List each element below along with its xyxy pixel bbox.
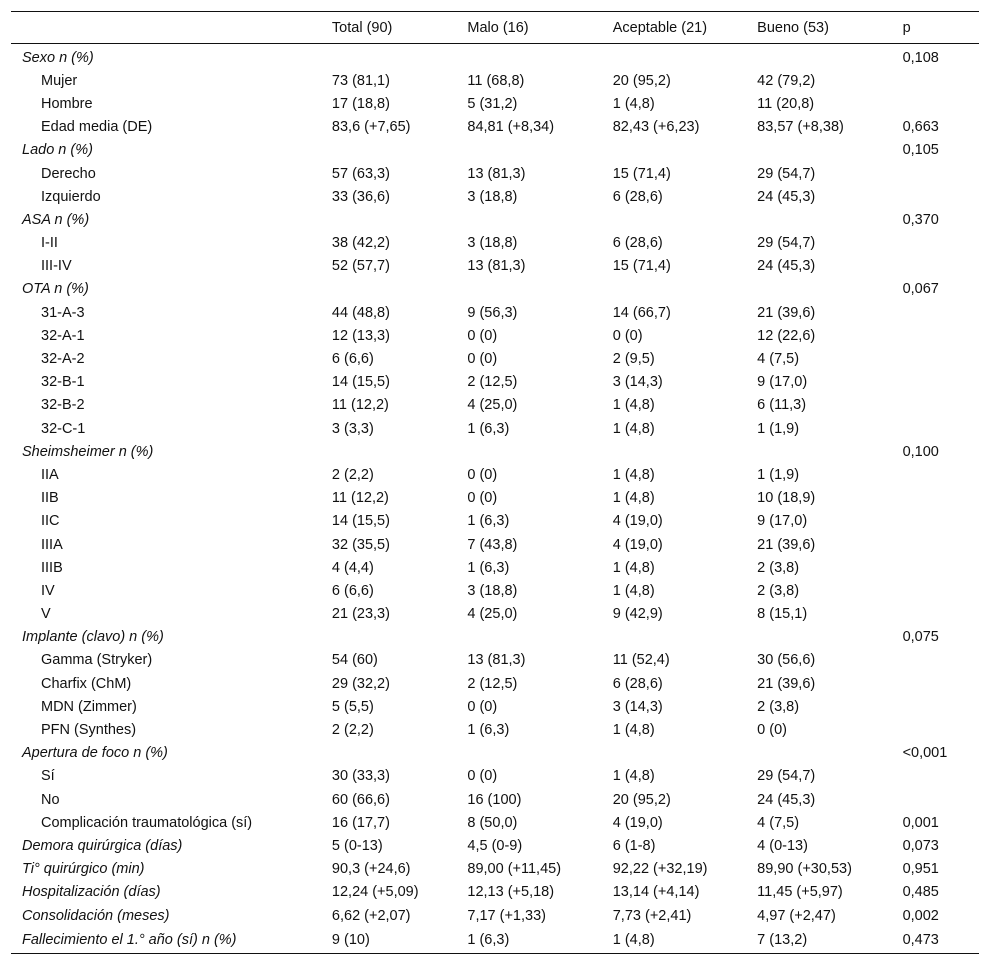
bueno-value [757, 44, 902, 70]
malo-value: 84,81 (+8,34) [467, 119, 555, 136]
row-label: I-II [41, 235, 58, 252]
bueno-value: 4 (7,5) [757, 351, 800, 368]
p-value: <0,001 [902, 745, 948, 762]
results-table [11, 11, 979, 954]
p-value [903, 371, 979, 394]
aceptable-value: 1 (4,8) [612, 466, 655, 483]
bueno-value: 9 (17,0) [757, 374, 808, 391]
total-value: 11 (12,2) [331, 490, 389, 507]
total-value [332, 626, 467, 649]
malo-value: 8 (50,0) [467, 814, 518, 831]
header-cell-aceptable: Aceptable (21) [613, 12, 757, 44]
p-value [903, 510, 979, 533]
bueno-value: 30 (56,6) [757, 652, 816, 669]
p-value [903, 347, 979, 370]
malo-value [467, 742, 612, 765]
section-row [11, 440, 979, 463]
aceptable-value [613, 208, 757, 231]
bueno-value: 24 (45,3) [757, 258, 816, 275]
aceptable-value: 6 (28,6) [612, 675, 663, 692]
total-value: 60 (66,6) [331, 791, 390, 808]
row-label: IIC [41, 513, 60, 530]
total-value: 12 (13,3) [331, 327, 390, 344]
total-value [332, 44, 467, 70]
p-value [903, 579, 979, 602]
total-value [332, 440, 467, 463]
aceptable-value: 6 (28,6) [612, 188, 663, 205]
row-label: Implante (clavo) n (%) [22, 629, 164, 646]
p-value [903, 695, 979, 718]
total-value: 6 (6,6) [331, 351, 374, 368]
row-label: Izquierdo [41, 188, 101, 205]
malo-value: 16 (100) [467, 791, 522, 808]
total-value: 73 (81,1) [331, 72, 390, 89]
table-row [11, 533, 979, 556]
row-label: III-IV [41, 258, 72, 275]
table-row [11, 185, 979, 208]
aceptable-value [613, 44, 757, 70]
malo-value: 1 (6,3) [467, 927, 612, 954]
total-value: 29 (32,2) [331, 675, 390, 692]
p-value: 0,067 [902, 281, 939, 298]
aceptable-value: 13,14 (+4,14) [612, 884, 700, 901]
malo-value [467, 139, 612, 162]
table-row [11, 394, 979, 417]
table-row [11, 324, 979, 347]
row-label: IIIA [41, 536, 63, 553]
aceptable-value [613, 440, 757, 463]
p-value: 0,100 [902, 443, 939, 460]
row-label: Consolidación (meses) [22, 907, 170, 924]
section-row [11, 626, 979, 649]
bueno-value [757, 208, 902, 231]
row-label: Charfix (ChM) [41, 675, 132, 692]
p-value: 0,075 [902, 629, 939, 646]
table-row [11, 347, 979, 370]
bueno-value: 21 (39,6) [757, 536, 816, 553]
bueno-value: 89,90 (+30,53) [757, 861, 852, 878]
section-row [11, 834, 979, 857]
p-value: 0,485 [902, 884, 939, 901]
row-label: Edad media (DE) [41, 119, 153, 136]
p-value [903, 463, 979, 486]
malo-value: 3 (18,8) [467, 188, 518, 205]
p-value [903, 603, 979, 626]
malo-value: 0 (0) [467, 466, 498, 483]
malo-value: 1 (6,3) [467, 513, 510, 530]
bueno-value: 7 (13,2) [757, 927, 902, 954]
p-value: 0,370 [902, 211, 939, 228]
total-value: 2 (2,2) [331, 466, 374, 483]
malo-value: 7 (43,8) [467, 536, 518, 553]
row-label: IIIB [41, 559, 63, 576]
section-row [11, 139, 979, 162]
total-value: 2 (2,2) [331, 722, 374, 739]
row-label: 32-A-1 [41, 327, 85, 344]
bueno-value: 2 (3,8) [757, 582, 800, 599]
row-label: ASA n (%) [22, 211, 90, 228]
aceptable-value: 1 (4,8) [613, 927, 757, 954]
malo-value: 4 (25,0) [467, 397, 518, 414]
header-cell-label [11, 12, 332, 44]
table-body [11, 44, 979, 954]
table-row [11, 232, 979, 255]
row-label: IV [41, 582, 55, 599]
table-row [11, 603, 979, 626]
table-row [11, 695, 979, 718]
p-value [903, 417, 979, 440]
total-value [332, 139, 467, 162]
aceptable-value: 11 (52,4) [612, 652, 670, 669]
bueno-value: 24 (45,3) [757, 791, 816, 808]
total-value: 17 (18,8) [331, 95, 390, 112]
bueno-value: 2 (3,8) [757, 559, 800, 576]
malo-value [467, 44, 612, 70]
total-value: 5 (0-13) [331, 837, 383, 854]
aceptable-value: 14 (66,7) [612, 304, 671, 321]
bueno-value: 11,45 (+5,97) [757, 884, 843, 901]
aceptable-value: 20 (95,2) [612, 72, 671, 89]
malo-value: 4,5 (0-9) [467, 837, 523, 854]
table-row [11, 510, 979, 533]
aceptable-value: 15 (71,4) [612, 258, 671, 275]
malo-value [467, 208, 612, 231]
aceptable-value: 1 (4,8) [612, 768, 655, 785]
bueno-value: 4 (0-13) [757, 837, 808, 854]
p-value [903, 232, 979, 255]
p-value [903, 92, 979, 115]
bueno-value: 12 (22,6) [757, 327, 816, 344]
malo-value [467, 278, 612, 301]
aceptable-value: 20 (95,2) [612, 791, 671, 808]
malo-value: 5 (31,2) [467, 95, 518, 112]
header-cell-malo: Malo (16) [467, 12, 612, 44]
total-value: 11 (12,2) [331, 397, 389, 414]
malo-value: 0 (0) [467, 698, 498, 715]
table-row [11, 162, 979, 185]
malo-value: 11 (68,8) [467, 72, 525, 89]
row-label: OTA n (%) [22, 281, 89, 298]
table-row [11, 116, 979, 139]
malo-value: 3 (18,8) [467, 235, 518, 252]
malo-value: 7,17 (+1,33) [467, 907, 546, 924]
total-value: 14 (15,5) [331, 513, 390, 530]
row-label: IIA [41, 466, 59, 483]
p-value [903, 255, 979, 278]
p-value [903, 649, 979, 672]
malo-value: 1 (6,3) [467, 722, 510, 739]
table-row [11, 788, 979, 811]
bueno-value: 42 (79,2) [757, 72, 816, 89]
table-header [11, 12, 979, 44]
row-label: 31-A-3 [41, 304, 85, 321]
section-row [11, 208, 979, 231]
aceptable-value: 1 (4,8) [612, 722, 655, 739]
section-row [11, 881, 979, 904]
p-value [903, 718, 979, 741]
p-value [903, 301, 979, 324]
bueno-value: 8 (15,1) [757, 606, 808, 623]
row-label: PFN (Synthes) [41, 722, 137, 739]
p-value: 0,105 [902, 142, 939, 159]
malo-value: 1 (6,3) [467, 420, 510, 437]
table-row [11, 371, 979, 394]
total-value: 21 (23,3) [331, 606, 390, 623]
p-value [903, 69, 979, 92]
p-value [903, 765, 979, 788]
bueno-value: 21 (39,6) [757, 675, 816, 692]
row-label: Hospitalización (días) [22, 884, 161, 901]
total-value: 44 (48,8) [331, 304, 390, 321]
p-value: 0,108 [902, 49, 939, 66]
bueno-value: 1 (1,9) [757, 420, 800, 437]
total-value: 12,24 (+5,09) [331, 884, 419, 901]
total-value: 33 (36,6) [331, 188, 390, 205]
bueno-value [757, 626, 902, 649]
aceptable-value: 6 (28,6) [612, 235, 663, 252]
bueno-value: 83,57 (+8,38) [757, 119, 844, 136]
malo-value [467, 440, 612, 463]
bueno-value: 11 (20,8) [757, 95, 815, 112]
total-value: 57 (63,3) [331, 165, 390, 182]
row-label: 32-C-1 [41, 420, 86, 437]
p-value [903, 324, 979, 347]
aceptable-value: 4 (19,0) [612, 513, 663, 530]
malo-value: 1 (6,3) [467, 559, 510, 576]
table-row [11, 487, 979, 510]
total-value: 30 (33,3) [331, 768, 390, 785]
p-value: 0,663 [902, 119, 939, 136]
total-value: 54 (60) [331, 652, 378, 669]
malo-value: 2 (12,5) [467, 675, 518, 692]
aceptable-value: 1 (4,8) [612, 420, 655, 437]
row-label: Derecho [41, 165, 96, 182]
section-row [11, 904, 979, 927]
malo-value: 12,13 (+5,18) [467, 884, 555, 901]
total-value: 6,62 (+2,07) [331, 907, 411, 924]
bueno-value: 4 (7,5) [757, 814, 800, 831]
p-value [903, 394, 979, 417]
row-label: Sexo n (%) [22, 49, 94, 66]
p-value: 0,073 [902, 837, 939, 854]
row-label: Sheimsheimer n (%) [22, 443, 154, 460]
row-label: V [41, 606, 51, 623]
table-row [11, 672, 979, 695]
aceptable-value: 0 (0) [612, 327, 643, 344]
p-value [903, 788, 979, 811]
row-label: Lado n (%) [22, 142, 93, 159]
aceptable-value: 6 (1-8) [612, 837, 656, 854]
row-label: No [41, 791, 60, 808]
total-value: 52 (57,7) [331, 258, 390, 275]
bueno-value: 29 (54,7) [757, 235, 816, 252]
malo-value: 13 (81,3) [467, 652, 526, 669]
p-value: 0,473 [903, 927, 979, 954]
p-value: 0,001 [902, 814, 939, 831]
row-label: Apertura de foco n (%) [22, 745, 168, 762]
aceptable-value: 1 (4,8) [612, 397, 655, 414]
table-row [11, 463, 979, 486]
bueno-value [757, 742, 902, 765]
total-value: 83,6 (+7,65) [331, 119, 411, 136]
aceptable-value: 2 (9,5) [612, 351, 655, 368]
table-row [11, 811, 979, 834]
malo-value: 2 (12,5) [467, 374, 518, 391]
table-row [11, 92, 979, 115]
table-row [11, 556, 979, 579]
table-row [11, 255, 979, 278]
bueno-value: 4,97 (+2,47) [757, 907, 836, 924]
header-row [11, 12, 979, 44]
bueno-value: 2 (3,8) [757, 698, 800, 715]
row-label: Mujer [41, 72, 78, 89]
row-label: Fallecimiento el 1.° año (sí) n (%) [11, 927, 332, 954]
section-row [11, 44, 979, 70]
p-value: 0,951 [902, 861, 939, 878]
section-row [11, 278, 979, 301]
p-value [903, 185, 979, 208]
row-label: Gamma (Stryker) [41, 652, 153, 669]
p-value [903, 162, 979, 185]
bueno-value: 0 (0) [757, 722, 787, 739]
malo-value: 4 (25,0) [467, 606, 518, 623]
bueno-value: 29 (54,7) [757, 768, 816, 785]
aceptable-value [613, 742, 757, 765]
total-value [332, 278, 467, 301]
data-table-container [11, 11, 979, 954]
row-label: Demora quirúrgica (días) [22, 837, 183, 854]
aceptable-value: 92,22 (+32,19) [612, 861, 708, 878]
aceptable-value: 9 (42,9) [612, 606, 663, 623]
aceptable-value: 82,43 (+6,23) [612, 119, 700, 136]
header-cell-p: p [903, 12, 979, 44]
row-label: 32-B-1 [41, 374, 85, 391]
row-label: IIB [41, 490, 59, 507]
malo-value: 0 (0) [467, 768, 498, 785]
p-value: 0,002 [902, 907, 939, 924]
aceptable-value: 4 (19,0) [612, 536, 663, 553]
table-row [11, 417, 979, 440]
p-value [903, 533, 979, 556]
total-value: 6 (6,6) [331, 582, 374, 599]
aceptable-value: 1 (4,8) [612, 559, 655, 576]
bueno-value: 1 (1,9) [757, 466, 800, 483]
row-label: MDN (Zimmer) [41, 698, 137, 715]
malo-value: 13 (81,3) [467, 165, 526, 182]
bueno-value [757, 278, 902, 301]
section-row [11, 742, 979, 765]
header-cell-bueno: Bueno (53) [757, 12, 902, 44]
total-value: 16 (17,7) [331, 814, 390, 831]
aceptable-value: 3 (14,3) [612, 374, 663, 391]
total-value: 32 (35,5) [331, 536, 390, 553]
section-row [11, 927, 979, 954]
total-value: 5 (5,5) [331, 698, 374, 715]
total-value: 9 (10) [332, 927, 467, 954]
table-row [11, 765, 979, 788]
malo-value: 89,00 (+11,45) [467, 861, 562, 878]
malo-value: 13 (81,3) [467, 258, 526, 275]
header-cell-total: Total (90) [332, 12, 467, 44]
malo-value: 3 (18,8) [467, 582, 518, 599]
total-value: 4 (4,4) [331, 559, 374, 576]
malo-value: 0 (0) [467, 351, 498, 368]
bueno-value [757, 440, 902, 463]
aceptable-value [613, 278, 757, 301]
table-row [11, 649, 979, 672]
malo-value [467, 626, 612, 649]
aceptable-value: 1 (4,8) [612, 490, 655, 507]
section-row [11, 858, 979, 881]
row-label: Sí [41, 768, 55, 785]
malo-value: 0 (0) [467, 490, 498, 507]
p-value [903, 556, 979, 579]
aceptable-value: 3 (14,3) [612, 698, 663, 715]
p-value [903, 487, 979, 510]
row-label: Complicación traumatológica (sí) [41, 814, 253, 831]
table-row [11, 69, 979, 92]
bueno-value: 6 (11,3) [757, 397, 807, 414]
total-value: 38 (42,2) [331, 235, 390, 252]
bueno-value: 9 (17,0) [757, 513, 808, 530]
malo-value: 0 (0) [467, 327, 498, 344]
aceptable-value: 1 (4,8) [612, 582, 655, 599]
aceptable-value [613, 139, 757, 162]
bueno-value: 29 (54,7) [757, 165, 816, 182]
aceptable-value: 15 (71,4) [612, 165, 671, 182]
row-label: 32-A-2 [41, 351, 85, 368]
total-value: 14 (15,5) [331, 374, 390, 391]
row-label: 32-B-2 [41, 397, 85, 414]
bueno-value: 10 (18,9) [757, 490, 816, 507]
p-value [903, 672, 979, 695]
table-row [11, 718, 979, 741]
row-label: Hombre [41, 95, 93, 112]
total-value: 3 (3,3) [331, 420, 374, 437]
total-value [332, 742, 467, 765]
aceptable-value [613, 626, 757, 649]
malo-value: 9 (56,3) [467, 304, 518, 321]
bueno-value: 24 (45,3) [757, 188, 816, 205]
row-label: Ti° quirúrgico (min) [22, 861, 145, 878]
bueno-value [757, 139, 902, 162]
total-value: 90,3 (+24,6) [331, 861, 411, 878]
aceptable-value: 1 (4,8) [612, 95, 655, 112]
bueno-value: 21 (39,6) [757, 304, 816, 321]
aceptable-value: 4 (19,0) [612, 814, 663, 831]
table-row [11, 579, 979, 602]
aceptable-value: 7,73 (+2,41) [612, 907, 692, 924]
table-row [11, 301, 979, 324]
total-value [332, 208, 467, 231]
